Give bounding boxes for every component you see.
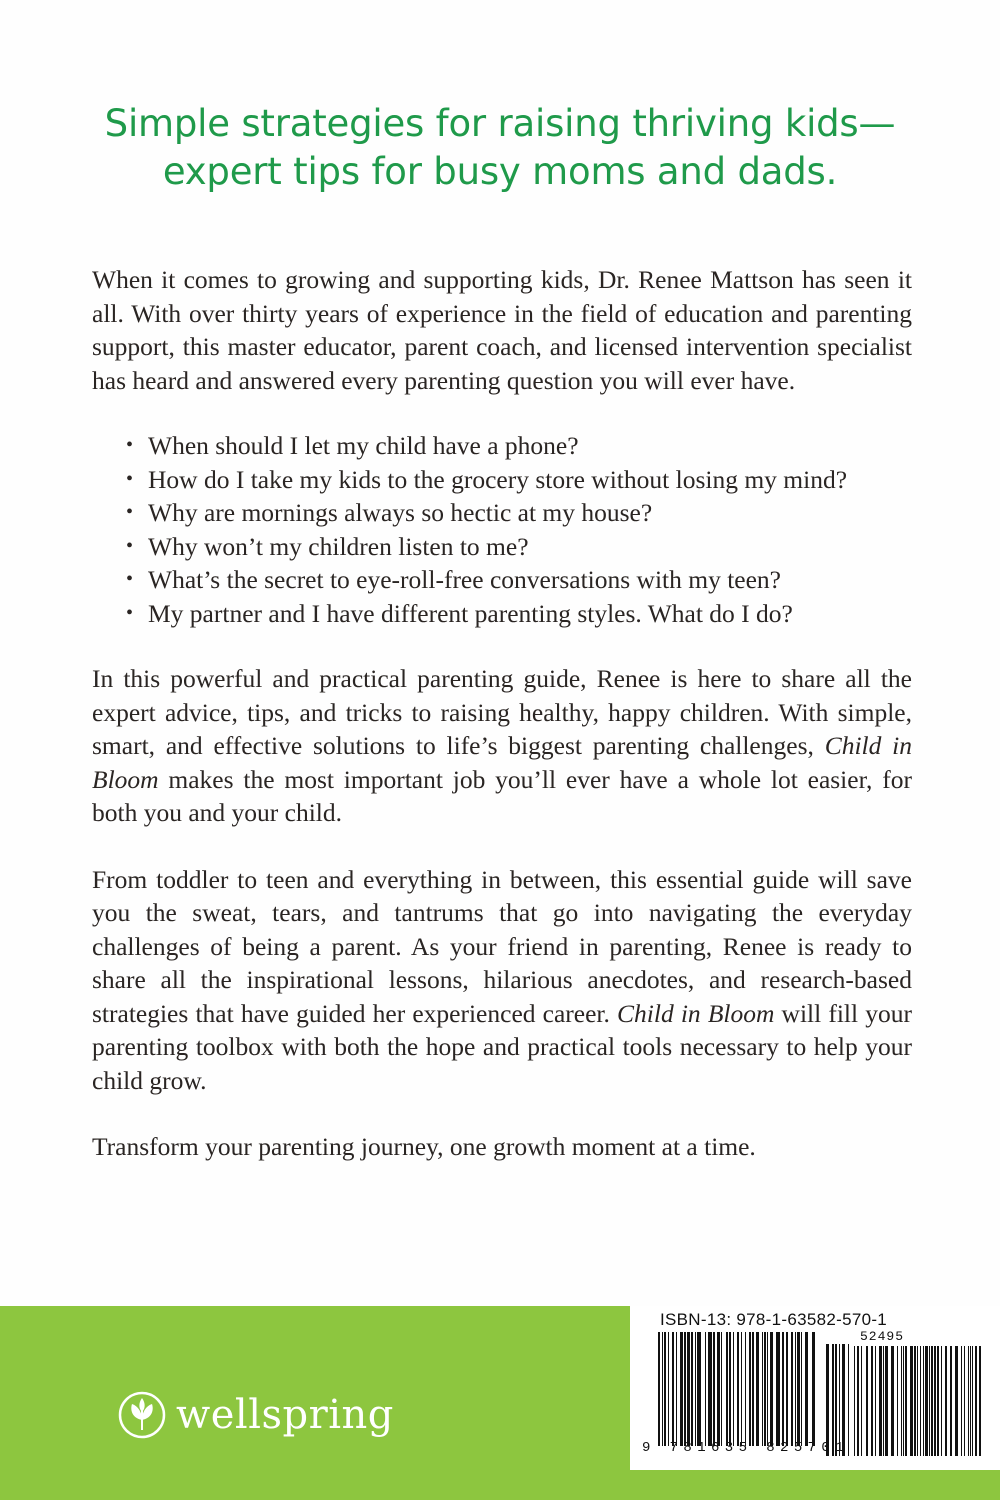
question-item: • What’s the secret to eye-roll-free conversations with my teen?	[126, 563, 912, 597]
question-item: • How do I take my kids to the grocery store without losing my mind?	[126, 463, 912, 497]
guide-paragraph-text-end: makes the most important job you’ll ever have a whole lot easier, for both you and your child.	[92, 764, 912, 827]
headline	[0, 100, 1000, 196]
isbn-barcode	[630, 1306, 1000, 1470]
toddler-paragraph	[92, 863, 912, 1098]
toddler-paragraph-text: From toddler to teen and everything in between, this essential guide will save you the sweat, tears, and tantrums that go into navigating the everyday challenges of being a parent. As your friend in parenting, Renee is ready to share all the inspirational lessons, hilarious anecdotes, and research-based strategies that have guided her experienced career.	[92, 864, 912, 1028]
guide-paragraph-text: In this powerful and practical parenting guide, Renee is here to share all the expert advice, tips, and tricks to raising healthy, happy children. With simple, smart, and effective solutions to life’s biggest parenting challenges,	[92, 664, 912, 760]
book-title: Child in Bloom	[617, 998, 775, 1028]
headline-line-1: Simple strategies for raising thriving kids—	[104, 102, 896, 145]
headline-line-2: expert tips for busy moms and dads.	[162, 150, 838, 193]
closing-line: Transform your parenting journey, one growth moment at a time.	[92, 1132, 756, 1161]
price-code: 52495	[860, 1329, 905, 1344]
publisher-logo	[118, 1390, 394, 1440]
book-title: Child in Bloom	[92, 731, 913, 794]
guide-paragraph	[92, 662, 912, 830]
question-item: • Why are mornings always so hectic at my house?	[126, 496, 912, 530]
toddler-paragraph-text-end: will fill your parenting toolbox with both the hope and practical tools necessary to help your child grow.	[92, 998, 912, 1095]
leaf-circle-icon	[118, 1390, 166, 1440]
question-item: • Why won’t my children listen to me?	[126, 530, 912, 564]
barcode-digits: 9 781635 825701	[642, 1440, 850, 1456]
question-list	[92, 429, 912, 630]
description	[92, 263, 912, 1164]
intro-paragraph: When it comes to growing and supporting kids, Dr. Renee Mattson has seen it all. With over thirty years of experience in the field of education and parenting support, this master educator, parent coach, and licensed intervention specialist has heard and answered every parenting question you will ever have.	[92, 265, 912, 395]
publisher-name: wellspring	[176, 1392, 394, 1438]
isbn-label: ISBN-13: 978-1-63582-570-1	[660, 1310, 888, 1329]
question-item: • My partner and I have different parenting styles. What do I do?	[126, 597, 912, 631]
question-item: • When should I let my child have a phone?	[126, 429, 912, 463]
